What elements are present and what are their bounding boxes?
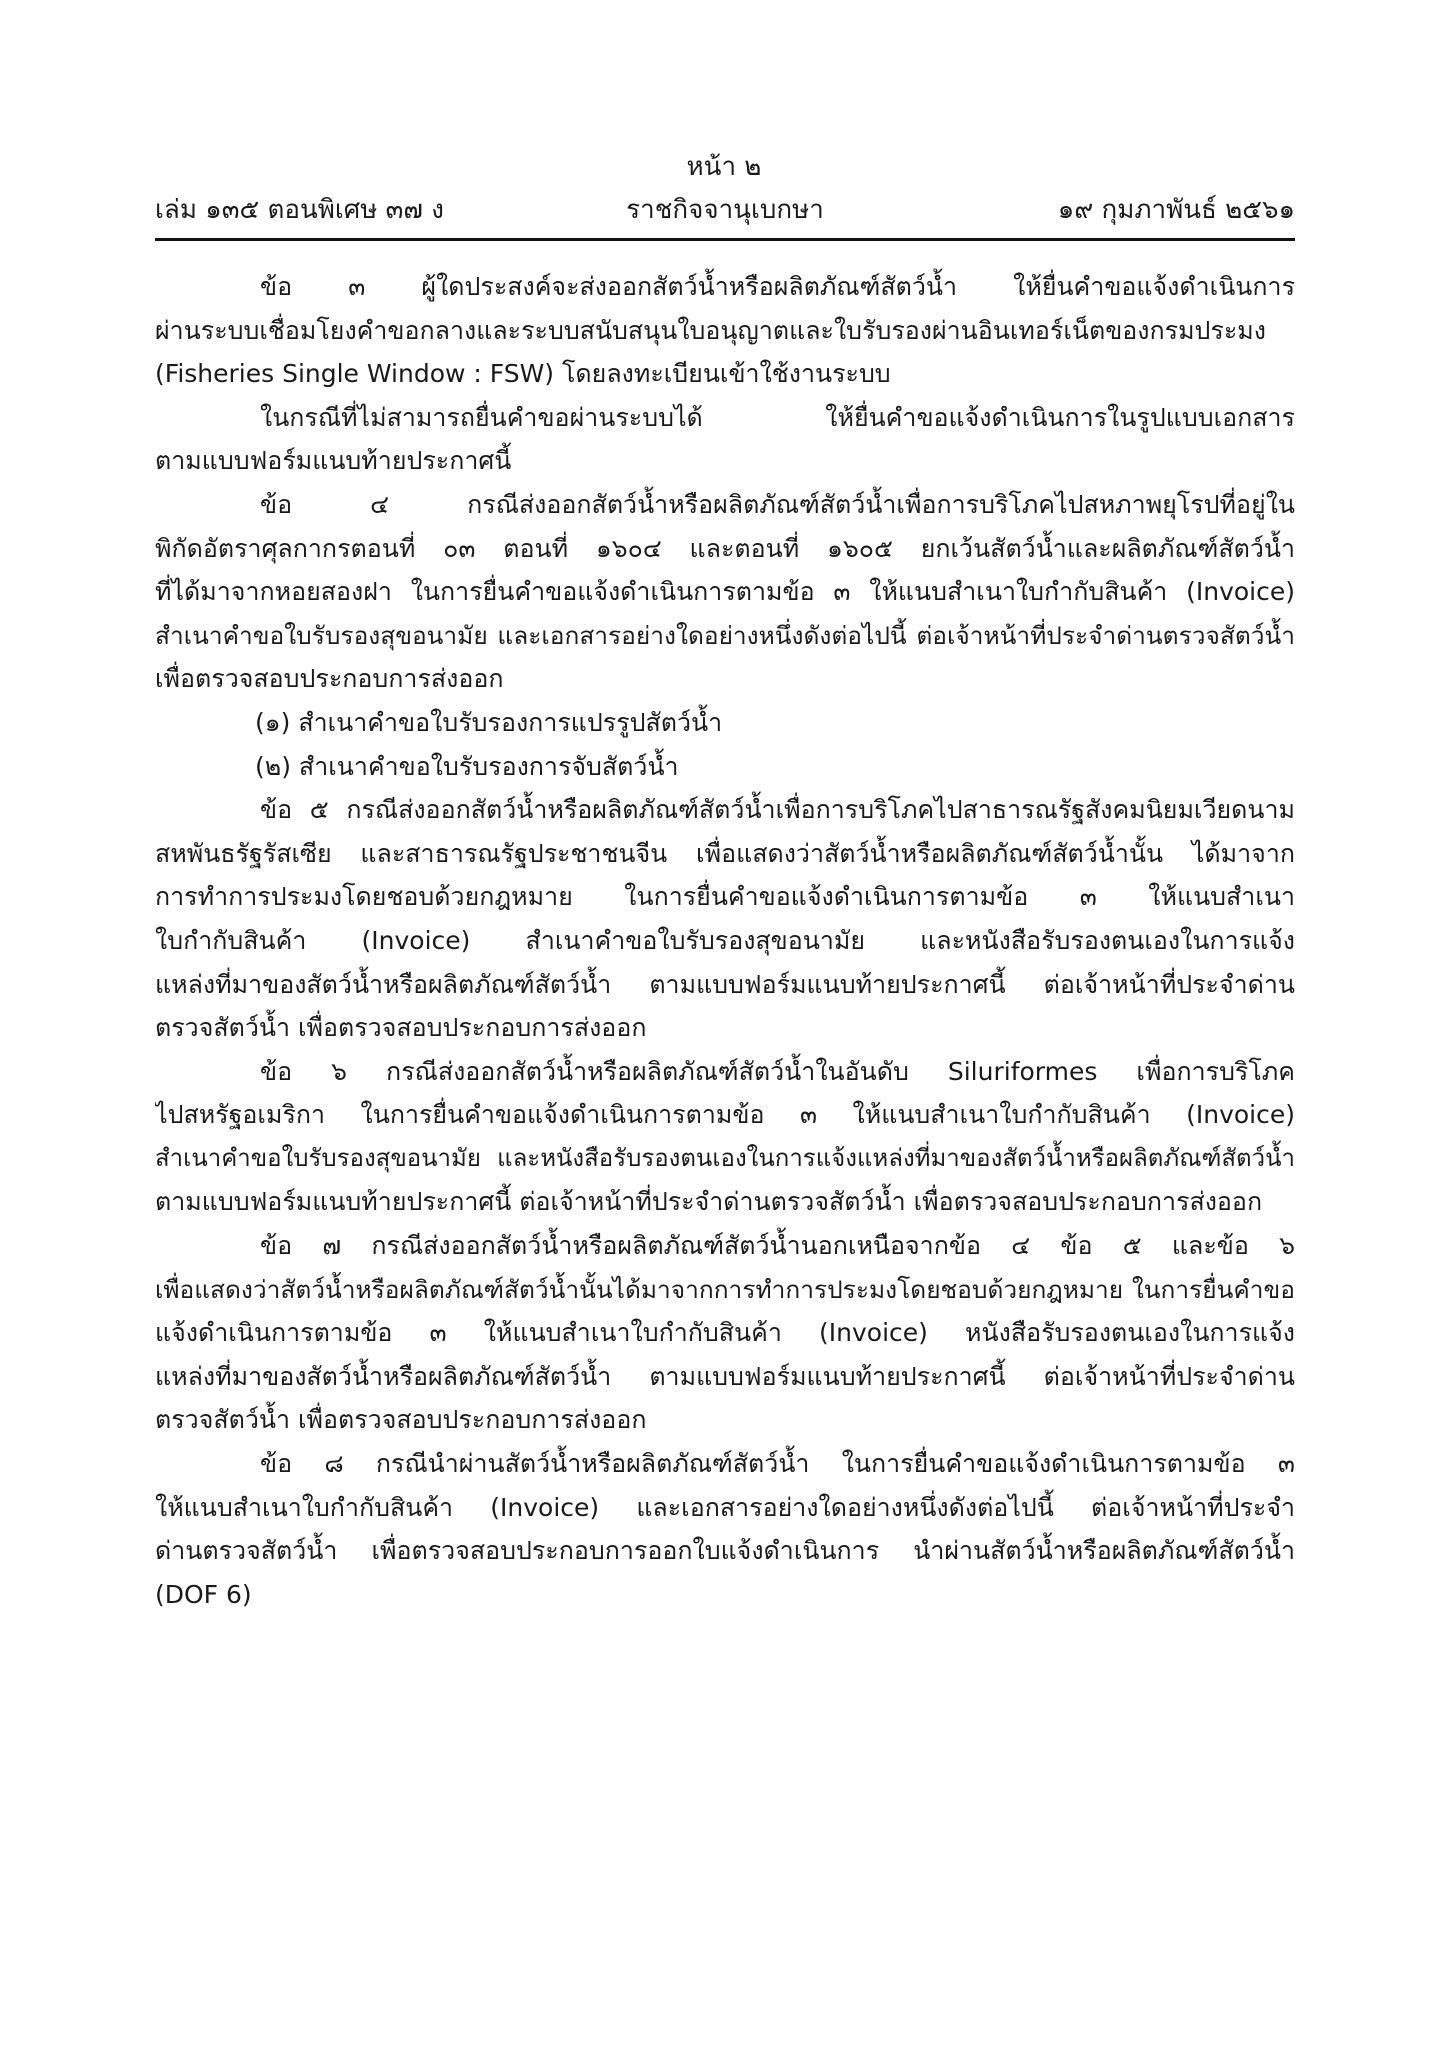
clause-6-line-1: ข้อ ๖ กรณีส่งออกสัตว์น้ำหรือผลิตภัณฑ์สัตว์น้ำในอันดับ Siluriformes เพื่อการบริโภค — [260, 1056, 1295, 1086]
clause-8-line-3: ด่านตรวจสัตว์น้ำ เพื่อตรวจสอบประกอบการออกใบแจ้งดำเนินการ นำผ่านสัตว์น้ำหรือผลิตภัณฑ์สัตว์น้ำ — [155, 1536, 1295, 1566]
clause-5-line-3: การทำการประมงโดยชอบด้วยกฎหมาย ในการยื่นคำขอแจ้งดำเนินการตามข้อ ๓ ให้แนบสำเนา — [155, 882, 1295, 912]
clause-6-line-3: สำเนาคำขอใบรับรองสุขอนามัย และหนังสือรับรองตนเองในการแจ้งแหล่งที่มาของสัตว์น้ำหรือผลิตภัณฑ์สัตว์น้ำ — [155, 1143, 1295, 1172]
clause-5-line-6: ตรวจสัตว์น้ำ เพื่อตรวจสอบประกอบการส่งออก — [155, 1013, 647, 1043]
clause-5-line-4: ใบกำกับสินค้า (Invoice) สำเนาคำขอใบรับรองสุขอนามัย และหนังสือรับรองตนเองในการแจ้ง — [155, 925, 1295, 955]
clause-7-line-1: ข้อ ๗ กรณีส่งออกสัตว์น้ำหรือผลิตภัณฑ์สัตว์น้ำนอกเหนือจากข้อ ๔ ข้อ ๕ และข้อ ๖ — [260, 1231, 1295, 1261]
publication-name: ราชกิจจานุเบกษา — [626, 195, 824, 225]
clause-8-line-4: (DOF 6) — [155, 1579, 252, 1609]
clause-4-item-1: (๑) สำเนาคำขอใบรับรองการแปรรูปสัตว์น้ำ — [255, 707, 723, 737]
publication-date: ๑๙ กุมภาพันธ์ ๒๕๖๑ — [1057, 195, 1295, 225]
header-divider — [155, 238, 1295, 241]
clause-8-line-2: ให้แนบสำเนาใบกำกับสินค้า (Invoice) และเอกสารอย่างใดอย่างหนึ่งดังต่อไปนี้ ต่อเจ้าหน้าที่ประจำ — [155, 1492, 1295, 1522]
clause-8-line-1: ข้อ ๘ กรณีนำผ่านสัตว์น้ำหรือผลิตภัณฑ์สัตว์น้ำ ในการยื่นคำขอแจ้งดำเนินการตามข้อ ๓ — [260, 1449, 1295, 1479]
clause-3-line-1: ข้อ ๓ ผู้ใดประสงค์จะส่งออกสัตว์น้ำหรือผลิตภัณฑ์สัตว์น้ำ ให้ยื่นคำขอแจ้งดำเนินการ — [260, 272, 1295, 301]
clause-4-line-5: เพื่อตรวจสอบประกอบการส่งออก — [155, 664, 504, 694]
clause-4-line-2: พิกัดอัตราศุลกากรตอนที่ ๐๓ ตอนที่ ๑๖๐๔ และตอนที่ ๑๖๐๕ ยกเว้นสัตว์น้ำและผลิตภัณฑ์สัตว์น้ำ — [155, 533, 1295, 563]
clause-7-line-4: แหล่งที่มาของสัตว์น้ำหรือผลิตภัณฑ์สัตว์น้ำ ตามแบบฟอร์มแนบท้ายประกาศนี้ ต่อเจ้าหน้าที่ประจำด่าน — [155, 1361, 1295, 1391]
clause-5-line-1: ข้อ ๕ กรณีส่งออกสัตว์น้ำหรือผลิตภัณฑ์สัตว์น้ำเพื่อการบริโภคไปสาธารณรัฐสังคมนิยมเวียดนาม — [260, 795, 1295, 825]
clause-6-line-4: ตามแบบฟอร์มแนบท้ายประกาศนี้ ต่อเจ้าหน้าที่ประจำด่านตรวจสัตว์น้ำ เพื่อตรวจสอบประกอบการส่งออก — [155, 1187, 1263, 1217]
document-body — [155, 265, 1295, 1616]
clause-7-line-3: แจ้งดำเนินการตามข้อ ๓ ให้แนบสำเนาใบกำกับสินค้า (Invoice) หนังสือรับรองตนเองในการแจ้ง — [155, 1318, 1295, 1348]
clause-5-line-5: แหล่งที่มาของสัตว์น้ำหรือผลิตภัณฑ์สัตว์น้ำ ตามแบบฟอร์มแนบท้ายประกาศนี้ ต่อเจ้าหน้าที่ประจำด่าน — [155, 969, 1295, 999]
clause-3-para-2-line-1: ในกรณีที่ไม่สามารถยื่นคำขอผ่านระบบได้ ให้ยื่นคำขอแจ้งดำเนินการในรูปแบบเอกสาร — [260, 402, 1295, 432]
clause-4-line-4: สำเนาคำขอใบรับรองสุขอนามัย และเอกสารอย่างใดอย่างหนึ่งดังต่อไปนี้ ต่อเจ้าหน้าที่ประจำด่านตรวจสัตว์น้ำ — [155, 620, 1295, 650]
clause-3-line-3: (Fisheries Single Window : FSW) โดยลงทะเบียนเข้าใช้งานระบบ — [155, 359, 891, 389]
clause-4-line-3: ที่ได้มาจากหอยสองฝา ในการยื่นคำขอแจ้งดำเนินการตามข้อ ๓ ให้แนบสำเนาใบกำกับสินค้า (Invoice) — [155, 577, 1295, 607]
running-header — [155, 193, 1295, 233]
clause-3-para-2-line-2: ตามแบบฟอร์มแนบท้ายประกาศนี้ — [155, 446, 512, 476]
clause-6-line-2: ไปสหรัฐอเมริกา ในการยื่นคำขอแจ้งดำเนินการตามข้อ ๓ ให้แนบสำเนาใบกำกับสินค้า (Invoice) — [155, 1100, 1295, 1130]
clause-4-line-1: ข้อ ๔ กรณีส่งออกสัตว์น้ำหรือผลิตภัณฑ์สัตว์น้ำเพื่อการบริโภคไปสหภาพยุโรปที่อยู่ใน — [260, 489, 1295, 519]
page-number: หน้า ๒ — [686, 152, 762, 182]
clause-4-item-2: (๒) สำเนาคำขอใบรับรองการจับสัตว์น้ำ — [255, 751, 679, 781]
clause-3-line-2: ผ่านระบบเชื่อมโยงคำขอกลางและระบบสนับสนุนใบอนุญาตและใบรับรองผ่านอินเทอร์เน็ตของกรมประมง — [155, 315, 1266, 345]
clause-7-line-2: เพื่อแสดงว่าสัตว์น้ำหรือผลิตภัณฑ์สัตว์น้ำนั้นได้มาจากการทำการประมงโดยชอบด้วยกฎหมาย ในการยื่นคำขอ — [155, 1274, 1295, 1304]
volume-issue: เล่ม ๑๓๕ ตอนพิเศษ ๓๗ ง — [155, 195, 444, 225]
clause-7-line-5: ตรวจสัตว์น้ำ เพื่อตรวจสอบประกอบการส่งออก — [155, 1405, 647, 1435]
clause-5-line-2: สหพันธรัฐรัสเซีย และสาธารณรัฐประชาชนจีน เพื่อแสดงว่าสัตว์น้ำหรือผลิตภัณฑ์สัตว์น้ำนั้น ได้มาจาก — [155, 838, 1295, 868]
